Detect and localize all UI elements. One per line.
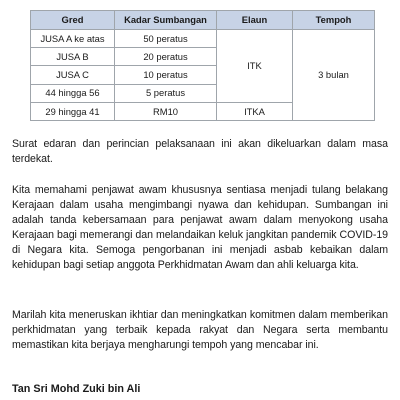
cell-gred: JUSA B xyxy=(31,48,115,66)
paragraph-circular-notice: Surat edaran dan perincian pelaksanaan ini akan dikeluarkan dalam masa terdekat. xyxy=(12,138,388,165)
contribution-rate-table xyxy=(30,10,375,121)
table-row xyxy=(31,30,375,48)
cell-gred: JUSA A ke atas xyxy=(31,30,115,48)
table-header-row xyxy=(31,11,375,30)
header-elaun: Elaun xyxy=(217,11,293,30)
signature-name: Tan Sri Mohd Zuki bin Ali xyxy=(12,383,141,395)
cell-gred: 29 hingga 41 xyxy=(31,102,115,120)
cell-kadar: 10 peratus xyxy=(115,66,217,84)
cell-elaun-itka: ITKA xyxy=(217,102,293,120)
cell-kadar: 5 peratus xyxy=(115,84,217,102)
cell-kadar: RM10 xyxy=(115,102,217,120)
cell-gred: 44 hingga 56 xyxy=(31,84,115,102)
cell-gred: JUSA C xyxy=(31,66,115,84)
header-gred: Gred xyxy=(31,11,115,30)
paragraph-civil-servants: Kita memahami penjawat awam khususnya sentiasa menjadi tulang belakang Kerajaan dalam usaha mengimbangi nyawa dan kehidupan. Sumbangan ini adalah tanda kebersamaan para penjawat awam dalam menyokong usaha Kerajaan bagi memerangi dan melandaikan keluk jangkitan pandemik COVID-19 di Negara kita. Semoga pengorbanan ini menjadi asbab kebaikan dalam kehidupan bagi setiap anggota Perkhidmatan Awam dan ahli keluarga kita. xyxy=(12,184,388,271)
paragraph-commitment: Marilah kita meneruskan ikhtiar dan meningkatkan komitmen dalam memberikan perkhidmatan yang terbaik kepada rakyat dan Negara serta membantu memastikan kita berjaya mengharungi tempoh yang mencabar ini. xyxy=(12,309,388,351)
cell-kadar: 50 peratus xyxy=(115,30,217,48)
cell-tempoh: 3 bulan xyxy=(293,30,375,121)
header-kadar-sumbangan: Kadar Sumbangan xyxy=(115,11,217,30)
header-tempoh: Tempoh xyxy=(293,11,375,30)
cell-elaun-itk: ITK xyxy=(217,30,293,103)
cell-kadar: 20 peratus xyxy=(115,48,217,66)
